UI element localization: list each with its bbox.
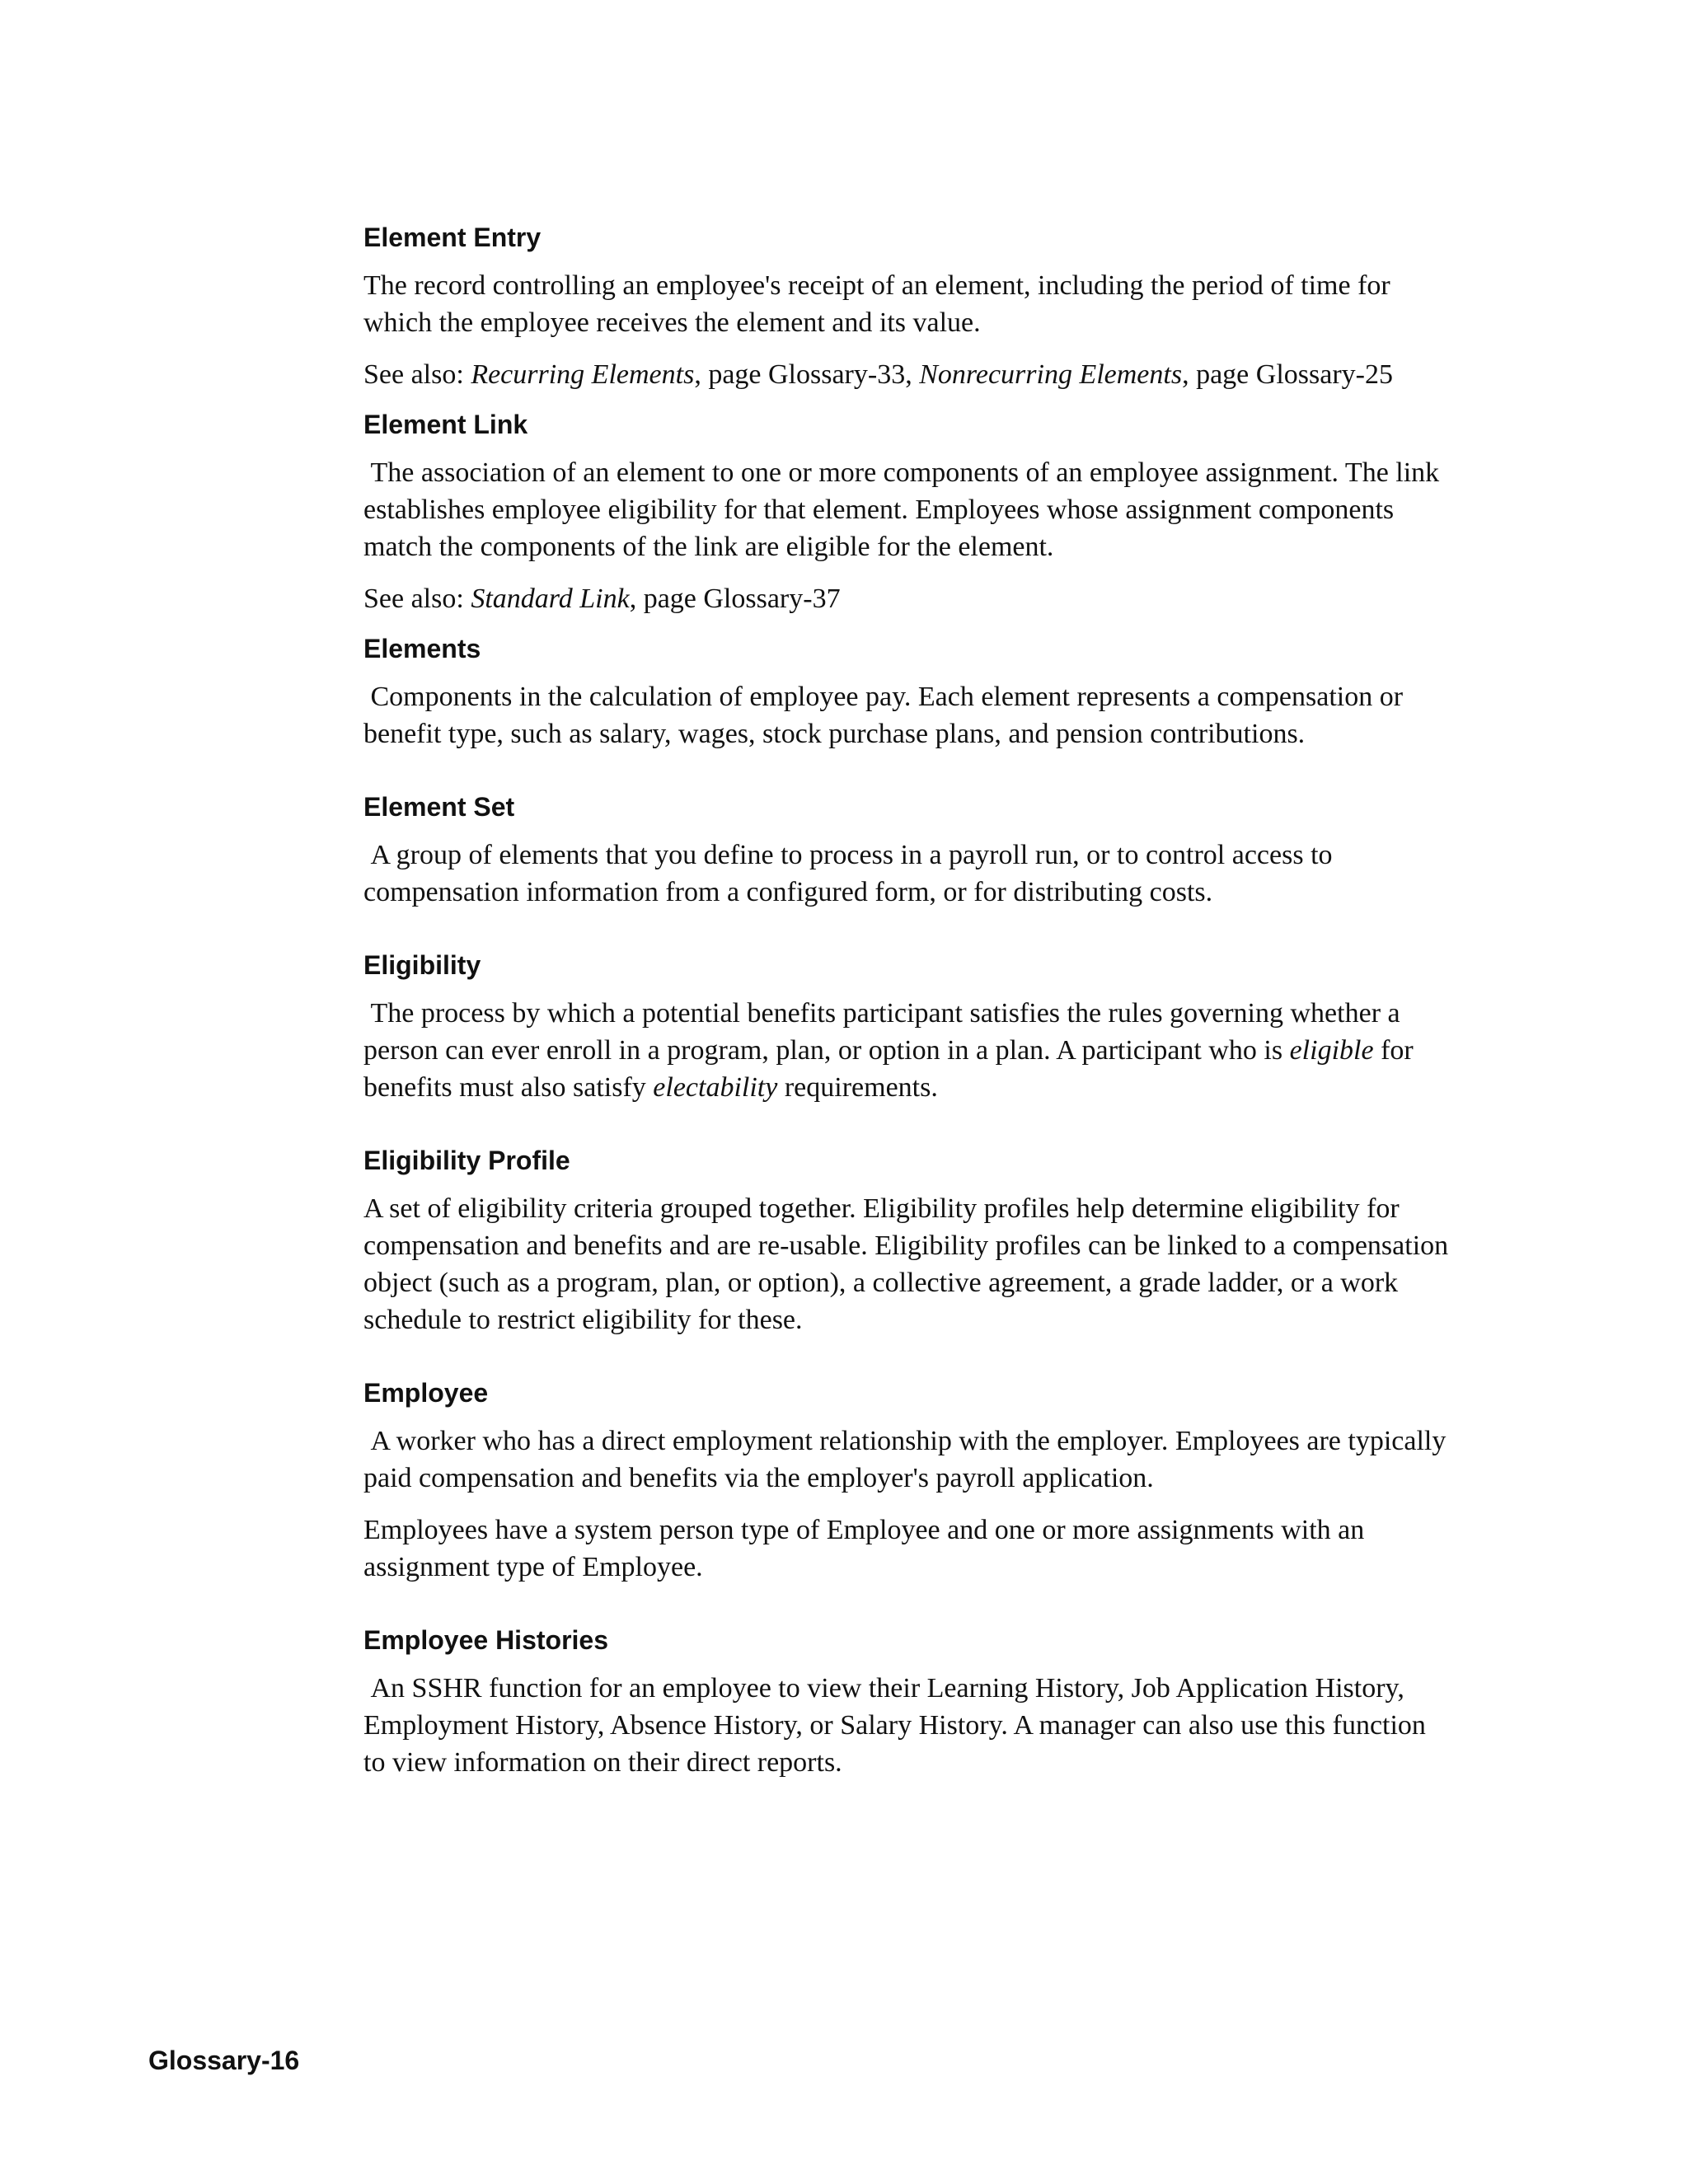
- spacer: [363, 926, 1451, 949]
- glossary-definition: A set of eligibility criteria grouped together. Eligibility profiles help determine eligibility for compensation and benefits and are re-usable. Eligibility profiles can be linked to a compensation object (such as a program, plan, or option), a collective agreement, a grade ladder, or a work schedule to restrict eligibility for these.: [363, 1193, 1456, 1335]
- glossary-definition: The record controlling an employee's receipt of an element, including the period of time for which the employee receives the element and its value.: [363, 270, 1398, 338]
- glossary-definition: Components in the calculation of employee pay. Each element represents a compensation or benefit type, such as salary, wages, stock purchase plans, and pension contributions.: [363, 682, 1410, 749]
- glossary-entry-eligibility-profile: [363, 1144, 1456, 1376]
- glossary-term: Employee Histories: [363, 1625, 608, 1655]
- glossary-term: Element Set: [363, 792, 515, 822]
- glossary-entry-element-set: [363, 790, 1451, 949]
- glossary-term: Eligibility Profile: [363, 1146, 570, 1175]
- see-also: [363, 356, 1451, 393]
- definition-text: requirements.: [777, 1072, 938, 1103]
- glossary-definition: A group of elements that you define to process in a payroll run, or to control access to compensation information from a configured form, or for distributing costs.: [363, 840, 1340, 907]
- glossary-entry-employee-histories: [363, 1624, 1451, 1781]
- glossary-term: Element Entry: [363, 223, 542, 252]
- page-number: Glossary-16: [148, 2046, 300, 2075]
- see-also-prefix: See also:: [363, 359, 471, 390]
- see-also-prefix: See also:: [363, 583, 471, 614]
- see-also-page: , page Glossary-25: [1182, 359, 1393, 390]
- glossary-definition: [363, 995, 1451, 1106]
- glossary-content: [363, 221, 1456, 1796]
- spacer: [363, 1121, 1451, 1144]
- definition-text: for benefits must also satisfy: [363, 1035, 1421, 1103]
- spacer: [363, 1601, 1451, 1624]
- glossary-term: Element Link: [363, 410, 528, 439]
- glossary-entry-eligibility: [363, 949, 1451, 1144]
- spacer: [363, 767, 1451, 790]
- definition-text: The process by which a potential benefits participant satisfies the rules governing whether a person can ever enroll in a program, plan, or option in a plan. A participant who is: [363, 998, 1408, 1066]
- glossary-entry-elements: [363, 632, 1451, 790]
- see-also-page: , page Glossary-33,: [694, 359, 920, 390]
- see-also-page: , page Glossary-37: [629, 583, 841, 614]
- spacer: [363, 1353, 1451, 1376]
- see-also-link[interactable]: Nonrecurring Elements: [919, 359, 1183, 390]
- emphasis-text: electability: [653, 1072, 778, 1103]
- glossary-term: Eligibility: [363, 950, 481, 980]
- glossary-term: Employee: [363, 1378, 489, 1408]
- see-also: [363, 580, 1451, 617]
- see-also-link[interactable]: Recurring Elements: [471, 359, 695, 390]
- glossary-entry-element-entry: [363, 221, 1451, 393]
- glossary-definition: A worker who has a direct employment relationship with the employer. Employees are typically paid compensation and benefits via the employer's payroll application.: [363, 1426, 1453, 1493]
- glossary-entry-employee: [363, 1376, 1451, 1624]
- emphasis-text: eligible: [1289, 1035, 1374, 1066]
- glossary-term: Elements: [363, 634, 481, 663]
- glossary-entry-element-link: [363, 408, 1451, 617]
- glossary-definition: The association of an element to one or more components of an employee assignment. The link establishes employee eligibility for that element. Employees whose assignment components match the components of the link are eligible for the element.: [363, 457, 1447, 562]
- glossary-definition: An SSHR function for an employee to view their Learning History, Job Application History, Employment History, Absence History, or Salary History. A manager can also use this function to view information on their direct reports.: [363, 1673, 1433, 1778]
- glossary-definition: Employees have a system person type of Employee and one or more assignments with an assignment type of Employee.: [363, 1515, 1372, 1582]
- see-also-link[interactable]: Standard Link: [471, 583, 630, 614]
